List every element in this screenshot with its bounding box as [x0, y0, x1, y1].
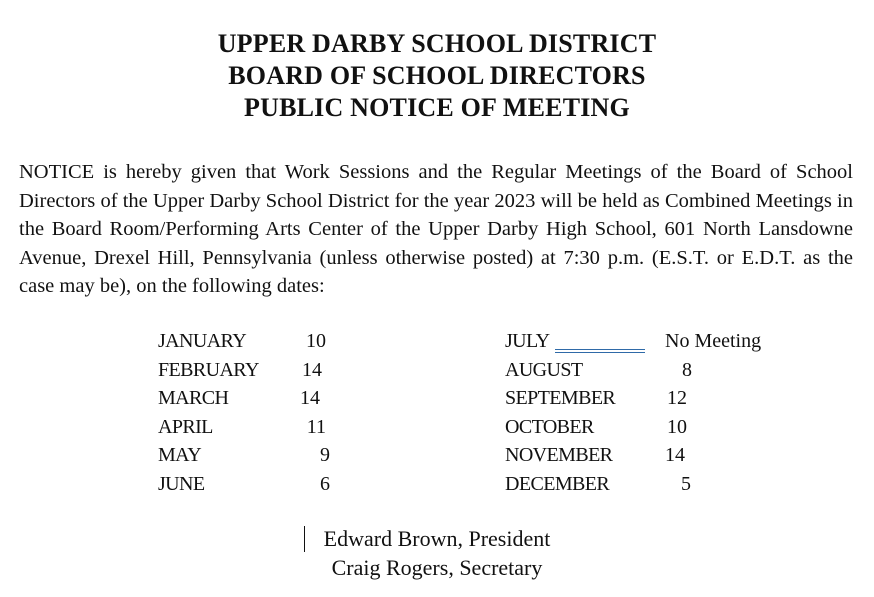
month-label: NOVEMBER — [505, 444, 613, 466]
no-meeting-note: No Meeting — [665, 330, 762, 352]
schedule-row — [505, 413, 825, 442]
month-label: JANUARY — [158, 330, 247, 352]
notice-title: PUBLIC NOTICE OF MEETING — [244, 93, 630, 122]
month-label: FEBRUARY — [158, 358, 259, 381]
meeting-day: 10 — [667, 415, 687, 438]
month-label: JUNE — [158, 472, 205, 495]
month-label: DECEMBER — [505, 472, 610, 495]
month-label: MAY — [158, 444, 202, 466]
schedule-row — [158, 327, 358, 356]
schedule-row — [505, 327, 825, 356]
tab-leader-line — [555, 349, 645, 350]
meeting-day: 5 — [681, 472, 691, 495]
meeting-day: 8 — [682, 358, 692, 381]
schedule-row — [158, 470, 358, 499]
schedule-row — [505, 356, 825, 385]
schedule-row — [505, 470, 825, 499]
meeting-day: 14 — [665, 444, 685, 466]
signature-block — [0, 524, 874, 582]
meeting-day: 6 — [320, 472, 330, 495]
notice-paragraph: NOTICE is hereby given that Work Sessions and the Regular Meetings of the Board of School Directors of the Upper Darby School District for the year 2023 will be held as Combined Meetings in the Board Room/Performing Arts Center of the Upper Darby High School, 601 North Lansdowne Avenue, Drexel Hill, Pennsylvania (unless otherwise posted) at 7:30 p.m. (E.S.T. or E.D.T. as the case may be), on the following dates: — [19, 161, 853, 297]
district-title: UPPER DARBY SCHOOL DISTRICT — [217, 29, 657, 58]
month-label: SEPTEMBER — [505, 387, 616, 409]
month-label: AUGUST — [505, 358, 583, 381]
board-title: BOARD OF SCHOOL DIRECTORS — [228, 61, 646, 90]
schedule-row — [158, 356, 358, 385]
schedule-row — [158, 413, 358, 442]
schedule-left-column — [158, 327, 358, 498]
schedule-row — [158, 384, 358, 413]
schedule-row — [158, 441, 358, 470]
schedule-row — [505, 441, 825, 470]
document-header — [0, 28, 874, 124]
month-label: MARCH — [158, 387, 229, 409]
meeting-day: 12 — [667, 387, 687, 409]
month-label: APRIL — [158, 415, 213, 438]
meeting-day: 11 — [306, 415, 326, 438]
schedule-right-column — [505, 327, 825, 498]
secretary-signature: Craig Rogers, Secretary — [331, 555, 543, 580]
president-signature: Edward Brown, President — [323, 526, 551, 551]
meeting-day: 10 — [306, 330, 326, 352]
month-label: JULY — [505, 330, 550, 352]
meeting-day: 9 — [320, 444, 330, 466]
month-label: OCTOBER — [505, 415, 594, 438]
meeting-day: 14 — [302, 358, 322, 381]
tab-leader-line — [555, 352, 645, 353]
schedule-row — [505, 384, 825, 413]
meeting-day: 14 — [300, 387, 320, 409]
